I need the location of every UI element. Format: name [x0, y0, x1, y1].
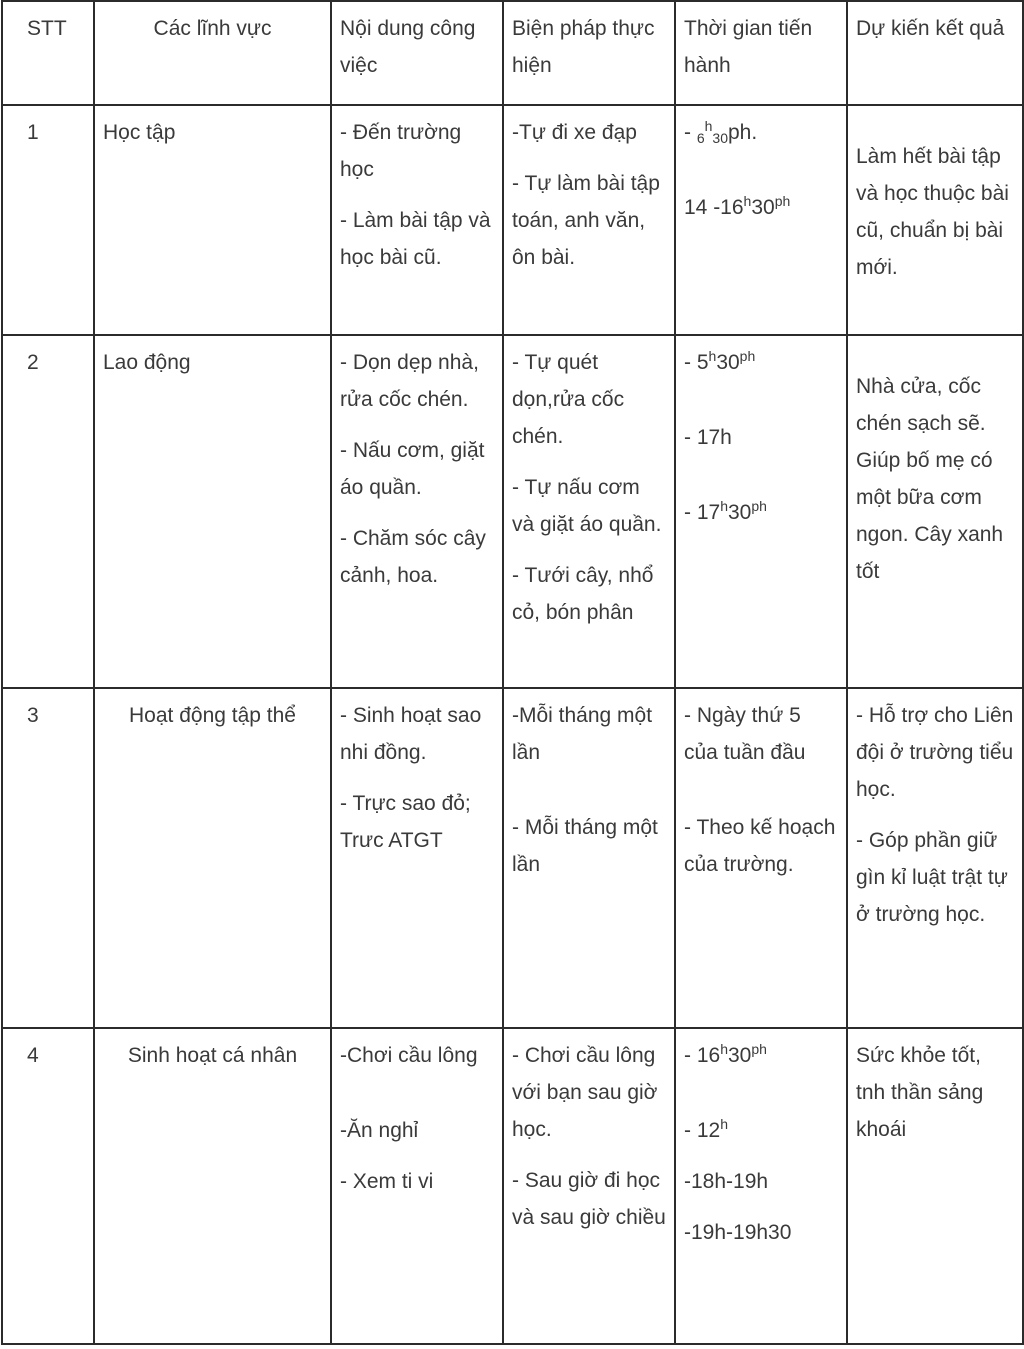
header-stt: STT — [2, 1, 94, 105]
time-item: -18h-19h — [684, 1170, 769, 1193]
row-stt: 4 — [2, 1028, 94, 1344]
row-result — [847, 1028, 1023, 1344]
method-item: - Mỗi tháng một lần — [512, 816, 658, 876]
table-row — [2, 335, 1023, 688]
time-item: - 17h — [684, 426, 732, 449]
row-time — [675, 105, 847, 335]
content-item: -Ăn nghỉ — [340, 1119, 419, 1142]
row-result — [847, 688, 1023, 1028]
content-item: - Trực sao đỏ; Trưc ATGT — [340, 792, 471, 852]
content-item: - Dọn dẹp nhà, rửa cốc chén. — [340, 351, 479, 411]
header-content: Nội dung công việc — [331, 1, 503, 105]
header-time: Thời gian tiến hành — [675, 1, 847, 105]
result-item: Nhà cửa, cốc chén sạch sẽ. Giúp bố mẹ có một bữa cơm ngon. Cây xanh tốt — [856, 375, 1004, 583]
row-time — [675, 688, 847, 1028]
time-item: - $17^h30^{ph}$ — [684, 498, 767, 524]
content-item: - Nấu cơm, giặt áo quần. — [340, 439, 485, 499]
content-item: - Làm bài tập và học bài cũ. — [340, 209, 491, 269]
result-item: - Góp phần giữ gìn kỉ luật trật tự ở trường học. — [856, 829, 1008, 926]
method-item: - Tự nấu cơm và giặt áo quần. — [512, 476, 662, 536]
method-item: - Tự làm bài tập toán, anh văn, ôn bài. — [512, 172, 660, 269]
time-item: - $16^h30^{ph}$ — [684, 1041, 767, 1067]
row-time — [675, 335, 847, 688]
content-item: - Sinh hoạt sao nhi đồng. — [340, 704, 482, 764]
row-method — [503, 1028, 675, 1344]
row-field: Hoạt động tập thể — [94, 688, 331, 1028]
content-item: - Chăm sóc cây cảnh, hoa. — [340, 527, 486, 587]
row-stt: 3 — [2, 688, 94, 1028]
row-time — [675, 1028, 847, 1344]
time-item: -19h-19h30 — [684, 1221, 792, 1244]
method-item: - Tự quét dọn,rửa cốc chén. — [512, 351, 625, 448]
row-stt: 2 — [2, 335, 94, 688]
result-item: Làm hết bài tập và học thuộc bài cũ, chuẩn bị bài mới. — [856, 145, 1009, 279]
time-item: - Theo kế hoạch của trường. — [684, 816, 836, 876]
result-item: - Hỗ trợ cho Liên đội ở trường tiểu học. — [856, 704, 1014, 801]
method-item: - Tưới cây, nhổ cỏ, bón phân — [512, 564, 654, 624]
time-item: - $_6^h_{30}$ph. — [684, 118, 758, 146]
activity-plan-table — [1, 0, 1024, 1345]
time-item: 14 $-16^h30^{ph}$ — [684, 193, 791, 219]
method-item: -Mỗi tháng một lần — [512, 704, 653, 764]
content-item: - Đến trường học — [340, 121, 462, 181]
content-item: -Chơi cầu lông — [340, 1044, 478, 1067]
row-method — [503, 688, 675, 1028]
method-item: - Sau giờ đi học và sau giờ chiều — [512, 1169, 666, 1229]
header-result: Dự kiến kết quả — [847, 1, 1023, 105]
row-field: Sinh hoạt cá nhân — [94, 1028, 331, 1344]
row-content — [331, 335, 503, 688]
row-field: Lao động — [94, 335, 331, 688]
table-row — [2, 688, 1023, 1028]
row-content — [331, 1028, 503, 1344]
table-row — [2, 105, 1023, 335]
row-result — [847, 335, 1023, 688]
row-field: Học tập — [94, 105, 331, 335]
row-stt: 1 — [2, 105, 94, 335]
header-field: Các lĩnh vực — [94, 1, 331, 105]
method-item: -Tự đi xe đạp — [512, 121, 637, 144]
method-item: - Chơi cầu lông với bạn sau giờ học. — [512, 1044, 658, 1141]
row-content — [331, 688, 503, 1028]
row-method — [503, 335, 675, 688]
content-item: - Xem ti vi — [340, 1170, 434, 1193]
header-row — [2, 1, 1023, 105]
header-method: Biện pháp thực hiện — [503, 1, 675, 105]
time-item: - 12$^h$ — [684, 1116, 728, 1142]
time-item: - Ngày thứ 5 của tuần đầu — [684, 704, 806, 764]
table-row — [2, 1028, 1023, 1344]
result-item: Sức khỏe tốt, tnh thần sảng khoái — [856, 1044, 984, 1141]
row-result — [847, 105, 1023, 335]
time-item: - $5^h30^{ph}$ — [684, 348, 756, 374]
row-content — [331, 105, 503, 335]
row-method — [503, 105, 675, 335]
